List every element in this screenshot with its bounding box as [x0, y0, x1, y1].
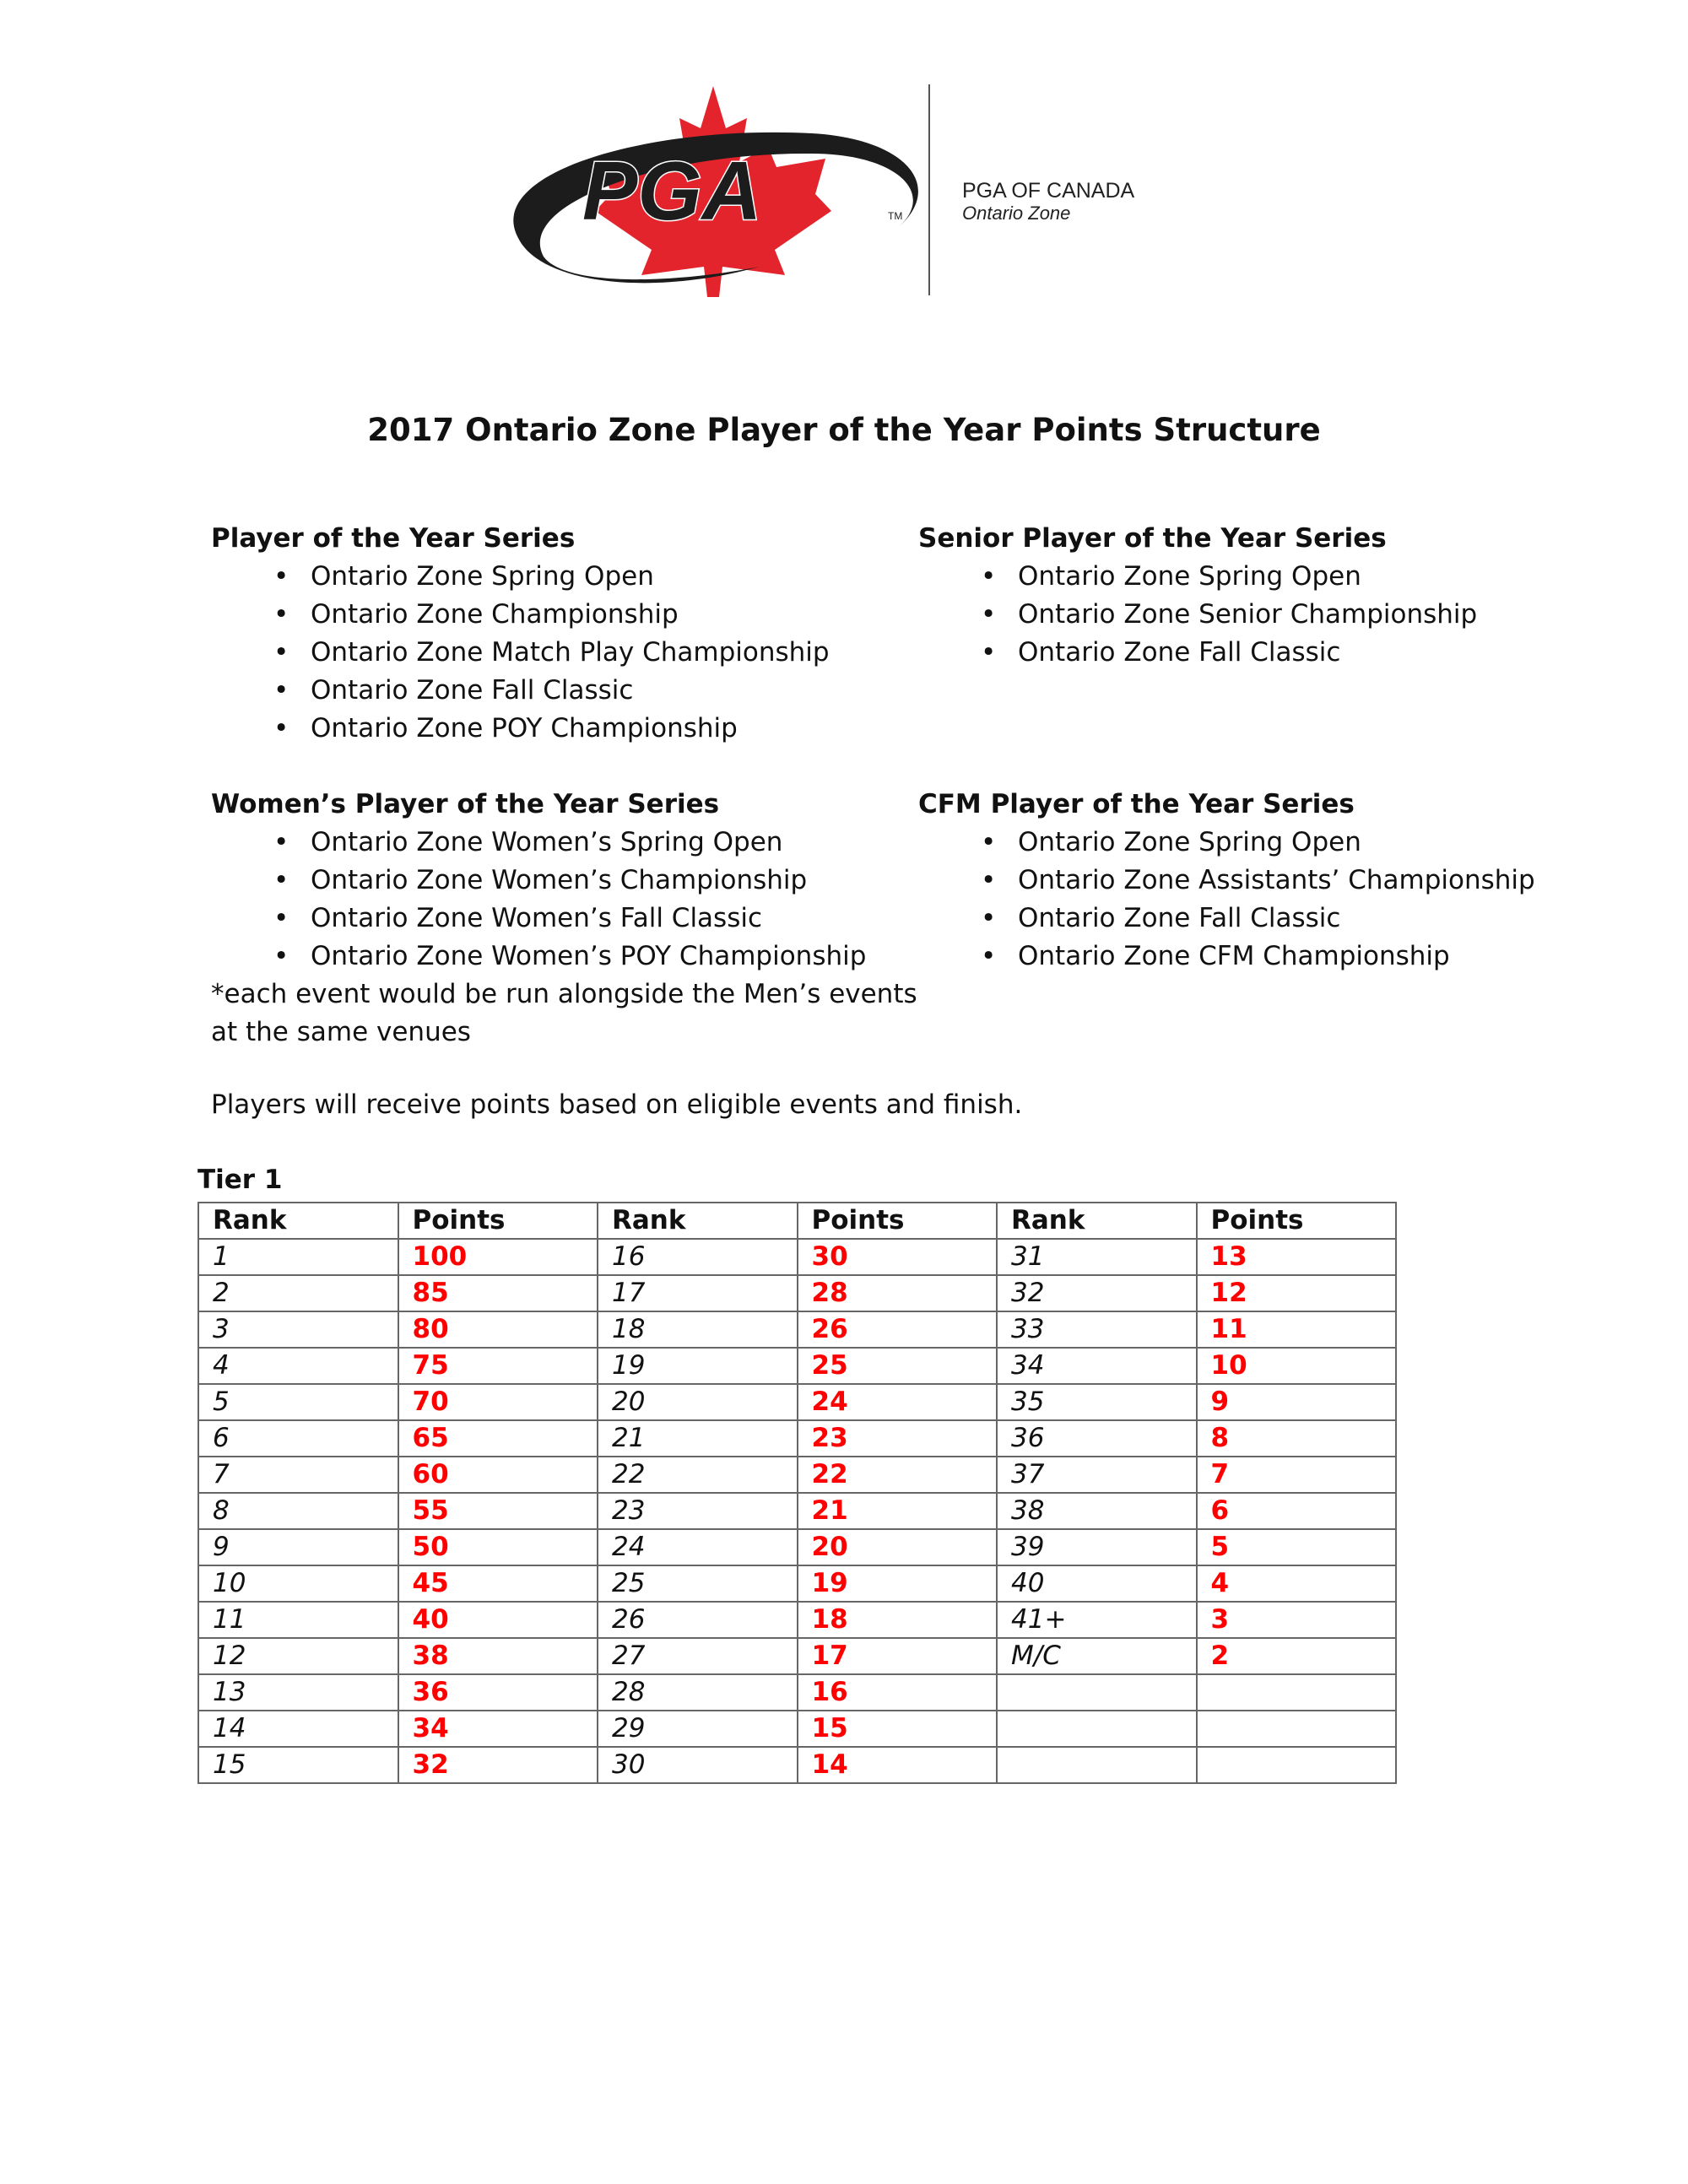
list-item — [918, 558, 1477, 596]
bullet-icon: • — [273, 713, 289, 743]
series-womens-player-of-the-year — [211, 786, 917, 1051]
bullet-icon: • — [981, 599, 997, 630]
event-name: Ontario Zone Women’s Championship — [311, 865, 808, 895]
logo-divider — [928, 84, 930, 295]
rank-cell: 18 — [598, 1311, 798, 1348]
points-cell: 32 — [398, 1747, 598, 1783]
event-name: Ontario Zone Senior Championship — [1018, 599, 1478, 630]
list-item — [918, 634, 1477, 672]
rank-cell: 2 — [198, 1275, 398, 1311]
series-cfm-player-of-the-year — [918, 786, 1535, 976]
rank-cell: 10 — [198, 1565, 398, 1602]
table-row — [198, 1275, 1396, 1311]
points-cell: 12 — [1197, 1275, 1397, 1311]
event-name: Ontario Zone Assistants’ Championship — [1018, 865, 1535, 895]
event-name: Ontario Zone POY Championship — [311, 713, 738, 743]
points-cell: 17 — [798, 1638, 998, 1674]
event-name: Ontario Zone Spring Open — [1018, 561, 1361, 592]
table-row — [198, 1529, 1396, 1565]
rank-cell: 8 — [198, 1493, 398, 1529]
rank-cell: 36 — [997, 1420, 1197, 1457]
rank-cell: 9 — [198, 1529, 398, 1565]
rank-cell: 38 — [997, 1493, 1197, 1529]
org-subtitle: Ontario Zone — [962, 203, 1071, 224]
rank-cell: 34 — [997, 1348, 1197, 1384]
table-row — [198, 1348, 1396, 1384]
event-name: Ontario Zone Women’s Fall Classic — [311, 903, 763, 933]
points-cell: 80 — [398, 1311, 598, 1348]
points-cell: 10 — [1197, 1348, 1397, 1384]
rank-cell: 16 — [598, 1239, 798, 1275]
rank-cell: 35 — [997, 1384, 1197, 1420]
points-cell: 75 — [398, 1348, 598, 1384]
trademark-mark: TM — [888, 210, 903, 222]
intro-text: Players will receive points based on eligible events and finish. — [211, 1089, 1023, 1120]
rank-cell: 15 — [198, 1747, 398, 1783]
rank-cell — [997, 1674, 1197, 1711]
rank-cell: 13 — [198, 1674, 398, 1711]
event-name: Ontario Zone CFM Championship — [1018, 941, 1450, 971]
rank-cell — [997, 1747, 1197, 1783]
table-row — [198, 1602, 1396, 1638]
event-name: Ontario Zone Fall Classic — [1018, 637, 1341, 668]
list-item — [211, 824, 917, 862]
pga-logo — [506, 76, 1148, 304]
points-cell: 45 — [398, 1565, 598, 1602]
bullet-icon: • — [273, 561, 289, 592]
column-header: Points — [798, 1203, 998, 1239]
points-cell: 16 — [798, 1674, 998, 1711]
points-cell — [1197, 1711, 1397, 1747]
table-row — [198, 1311, 1396, 1348]
event-name: Ontario Zone Fall Classic — [1018, 903, 1341, 933]
points-cell: 85 — [398, 1275, 598, 1311]
list-item — [918, 938, 1535, 976]
list-item — [918, 596, 1477, 634]
rank-cell: 32 — [997, 1275, 1197, 1311]
rank-cell: 24 — [598, 1529, 798, 1565]
column-header: Rank — [198, 1203, 398, 1239]
series-heading: Player of the Year Series — [211, 523, 576, 554]
bullet-icon: • — [273, 865, 289, 895]
table-row — [198, 1420, 1396, 1457]
bullet-icon: • — [981, 941, 997, 971]
bullet-icon: • — [273, 599, 289, 630]
series-event-list — [211, 824, 917, 976]
rank-cell — [997, 1711, 1197, 1747]
table-row — [198, 1747, 1396, 1783]
bullet-icon: • — [273, 827, 289, 857]
rank-cell: 40 — [997, 1565, 1197, 1602]
table-header-row — [198, 1203, 1396, 1239]
points-cell: 6 — [1197, 1493, 1397, 1529]
table-row — [198, 1638, 1396, 1674]
bullet-icon: • — [273, 675, 289, 705]
points-cell — [1197, 1747, 1397, 1783]
rank-cell: 28 — [598, 1674, 798, 1711]
points-cell: 14 — [798, 1747, 998, 1783]
rank-cell: 26 — [598, 1602, 798, 1638]
rank-cell: 1 — [198, 1239, 398, 1275]
list-item — [918, 900, 1535, 938]
list-item — [211, 862, 917, 900]
points-cell: 8 — [1197, 1420, 1397, 1457]
column-header: Points — [398, 1203, 598, 1239]
list-item — [211, 938, 917, 976]
rank-cell: 27 — [598, 1638, 798, 1674]
table-row — [198, 1239, 1396, 1275]
points-cell: 38 — [398, 1638, 598, 1674]
table-row — [198, 1711, 1396, 1747]
points-cell: 30 — [798, 1239, 998, 1275]
table-row — [198, 1457, 1396, 1493]
points-cell: 50 — [398, 1529, 598, 1565]
points-cell: 20 — [798, 1529, 998, 1565]
table-row — [198, 1565, 1396, 1602]
event-name: Ontario Zone Women’s Spring Open — [311, 827, 783, 857]
points-cell: 26 — [798, 1311, 998, 1348]
points-cell: 3 — [1197, 1602, 1397, 1638]
rank-cell: 33 — [997, 1311, 1197, 1348]
points-cell: 28 — [798, 1275, 998, 1311]
bullet-icon: • — [981, 637, 997, 668]
points-table — [197, 1202, 1397, 1784]
bullet-icon: • — [981, 865, 997, 895]
rank-cell: 7 — [198, 1457, 398, 1493]
list-item — [211, 558, 830, 596]
list-item — [211, 710, 830, 748]
pga-logo-mark — [506, 76, 928, 304]
points-cell — [1197, 1674, 1397, 1711]
series-heading: Senior Player of the Year Series — [918, 523, 1387, 554]
points-cell: 21 — [798, 1493, 998, 1529]
table-row — [198, 1674, 1396, 1711]
points-cell: 4 — [1197, 1565, 1397, 1602]
bullet-icon: • — [981, 827, 997, 857]
rank-cell: 4 — [198, 1348, 398, 1384]
rank-cell: 19 — [598, 1348, 798, 1384]
points-cell: 100 — [398, 1239, 598, 1275]
event-name: Ontario Zone Spring Open — [311, 561, 654, 592]
series-event-list — [918, 824, 1535, 976]
rank-cell: 21 — [598, 1420, 798, 1457]
list-item — [211, 596, 830, 634]
rank-cell: 23 — [598, 1493, 798, 1529]
points-cell: 55 — [398, 1493, 598, 1529]
list-item — [211, 900, 917, 938]
column-header: Rank — [598, 1203, 798, 1239]
points-cell: 36 — [398, 1674, 598, 1711]
series-event-list — [211, 558, 830, 748]
points-cell: 24 — [798, 1384, 998, 1420]
points-cell: 13 — [1197, 1239, 1397, 1275]
points-cell: 34 — [398, 1711, 598, 1747]
points-cell: 25 — [798, 1348, 998, 1384]
points-cell: 11 — [1197, 1311, 1397, 1348]
points-table-body — [198, 1239, 1396, 1783]
rank-cell: 6 — [198, 1420, 398, 1457]
rank-cell: 20 — [598, 1384, 798, 1420]
points-cell: 22 — [798, 1457, 998, 1493]
event-name: Ontario Zone Spring Open — [1018, 827, 1361, 857]
bullet-icon: • — [273, 903, 289, 933]
event-name: Ontario Zone Fall Classic — [311, 675, 634, 705]
list-item — [211, 672, 830, 710]
rank-cell: 12 — [198, 1638, 398, 1674]
series-heading: Women’s Player of the Year Series — [211, 789, 720, 819]
points-cell: 9 — [1197, 1384, 1397, 1420]
table-row — [198, 1493, 1396, 1529]
series-note-line-1: *each event would be run alongside the Men’s events — [211, 979, 917, 1009]
rank-cell: 17 — [598, 1275, 798, 1311]
points-cell: 18 — [798, 1602, 998, 1638]
pga-wordmark: PGA — [582, 144, 762, 237]
rank-cell: 14 — [198, 1711, 398, 1747]
bullet-icon: • — [981, 903, 997, 933]
series-event-list — [918, 558, 1477, 672]
event-name: Ontario Zone Championship — [311, 599, 679, 630]
tier-label: Tier 1 — [197, 1165, 283, 1195]
event-name: Ontario Zone Match Play Championship — [311, 637, 830, 668]
series-senior-player-of-the-year — [918, 520, 1477, 672]
points-cell: 23 — [798, 1420, 998, 1457]
column-header: Points — [1197, 1203, 1397, 1239]
list-item — [211, 634, 830, 672]
rank-cell: 30 — [598, 1747, 798, 1783]
rank-cell: 29 — [598, 1711, 798, 1747]
rank-cell: 41+ — [997, 1602, 1197, 1638]
series-player-of-the-year — [211, 520, 830, 748]
org-name: PGA OF CANADA — [962, 179, 1135, 203]
points-cell: 15 — [798, 1711, 998, 1747]
list-item — [918, 862, 1535, 900]
series-heading: CFM Player of the Year Series — [918, 789, 1355, 819]
points-cell: 2 — [1197, 1638, 1397, 1674]
list-item — [918, 824, 1535, 862]
rank-cell: 5 — [198, 1384, 398, 1420]
rank-cell: 22 — [598, 1457, 798, 1493]
table-row — [198, 1384, 1396, 1420]
bullet-icon: • — [981, 561, 997, 592]
rank-cell: M/C — [997, 1638, 1197, 1674]
event-name: Ontario Zone Women’s POY Championship — [311, 941, 867, 971]
rank-cell: 25 — [598, 1565, 798, 1602]
page-title: 2017 Ontario Zone Player of the Year Points Structure — [367, 412, 1321, 448]
bullet-icon: • — [273, 941, 289, 971]
points-cell: 40 — [398, 1602, 598, 1638]
points-cell: 19 — [798, 1565, 998, 1602]
points-cell: 7 — [1197, 1457, 1397, 1493]
series-note-line-2: at the same venues — [211, 1017, 471, 1047]
points-cell: 60 — [398, 1457, 598, 1493]
rank-cell: 11 — [198, 1602, 398, 1638]
rank-cell: 3 — [198, 1311, 398, 1348]
points-cell: 70 — [398, 1384, 598, 1420]
rank-cell: 39 — [997, 1529, 1197, 1565]
rank-cell: 37 — [997, 1457, 1197, 1493]
points-cell: 5 — [1197, 1529, 1397, 1565]
bullet-icon: • — [273, 637, 289, 668]
points-cell: 65 — [398, 1420, 598, 1457]
column-header: Rank — [997, 1203, 1197, 1239]
rank-cell: 31 — [997, 1239, 1197, 1275]
